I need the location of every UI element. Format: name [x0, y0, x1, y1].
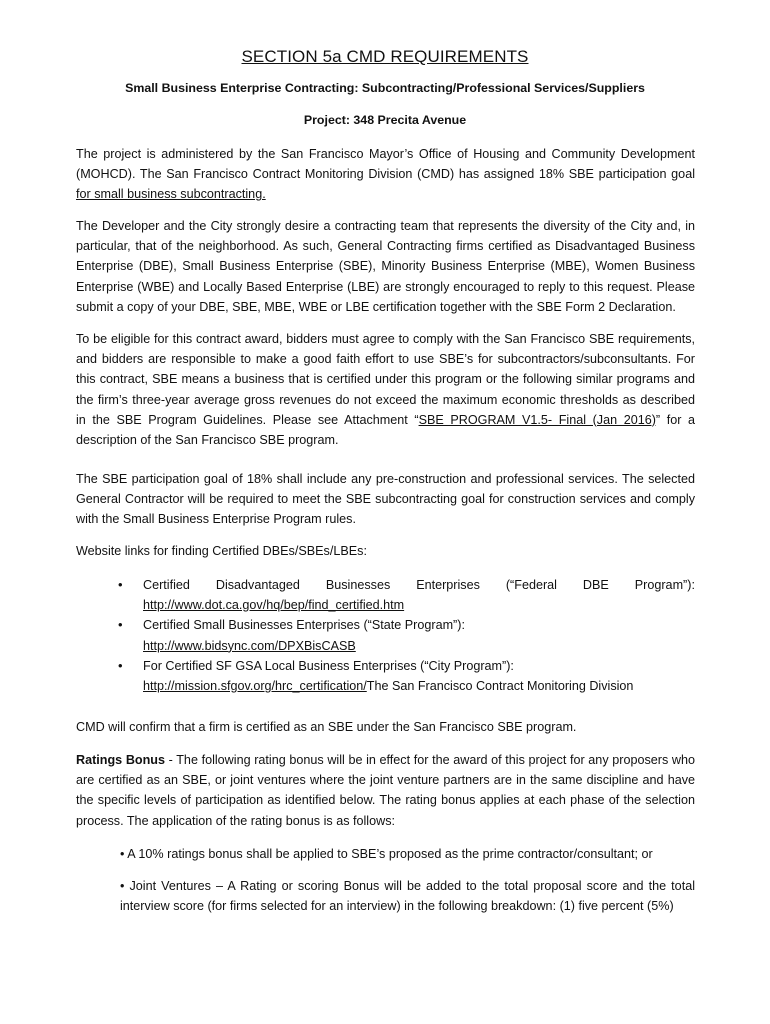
- paragraph-text: The Developer and the City strongly desire a contracting team that represents the diversity of the City and, in particular, that of the neighborhood. As such, General Contracting firms certified as Disadvantaged Business Enterprise (DBE), Small Business Enterprise (SBE), Minority Business Enterprise (MBE), Women Business Enterprise (WBE) and Locally Based Enterprise (LBE) are strongly encouraged to reply to this request. Please submit a copy of your DBE, SBE, MBE, WBE or LBE certification together with the SBE Form 2 Declaration.: [76, 219, 695, 314]
- ratings-bonus-label: Ratings Bonus: [76, 753, 165, 767]
- state-program-link[interactable]: http://www.bidsync.com/DPXBisCASB: [143, 638, 356, 653]
- cmd-confirm-paragraph: [76, 717, 695, 737]
- federal-dbe-link[interactable]: http://www.dot.ca.gov/hq/bep/find_certified.htm: [143, 598, 405, 613]
- paragraph-text: - The following rating bonus will be in effect for the award of this project for any proposers who are certified as an SBE, or joint ventures where the joint venture partners are in the same discipline and have the specific levels of participation as identified below. The rating bonus applies at each phase of the selection process. The application of the rating bonus is as follows:: [76, 753, 695, 828]
- paragraph-text: CMD will confirm that a firm is certified as an SBE under the San Francisco SBE program.: [76, 720, 577, 734]
- list-item: [76, 656, 695, 696]
- list-item: [76, 575, 695, 615]
- bonus-item-prime: • A 10% ratings bonus shall be applied to SBE’s proposed as the prime contractor/consultant; or: [120, 847, 653, 861]
- subtitle: Small Business Enterprise Contracting: Subcontracting/Professional Services/Suppliers: [125, 81, 645, 95]
- attachment-reference: SBE PROGRAM V1.5- Final (Jan 2016): [418, 412, 656, 427]
- paragraph-administration: [76, 144, 695, 205]
- state-program-label: • Certified Small Businesses Enterprises (“State Program”):: [143, 618, 465, 633]
- paragraph-text: To be eligible for this contract award, bidders must agree to comply with the San Francisco SBE requirements, and bidders are responsible to make a good faith effort to use SBE’s for subcontractors/subconsultants. For this contract, SBE means a business that is certified under this program or the following similar programs and the firm’s three-year average gross revenues do not exceed the maximum economic thresholds as described in the SBE Program Guidelines. Please see Attachment “: [76, 332, 695, 427]
- ratings-bonus-paragraph: [76, 750, 695, 831]
- paragraph-diversity: [76, 216, 695, 317]
- paragraph-text: ” for a description of the San Francisco SBE program.: [76, 412, 695, 448]
- paragraph-text: Website links for finding Certified DBEs/SBEs/LBEs:: [76, 544, 367, 558]
- project-name: Project: 348 Precita Avenue: [303, 113, 467, 127]
- paragraph-text: The SBE participation goal of 18% shall include any pre-construction and professional services. The selected General Contractor will be required to meet the SBE subcontracting goal for construction services and comply with the Small Business Enterprise Program rules.: [76, 472, 695, 527]
- city-program-label: • For Certified SF GSA Local Business Enterprises (“City Program”):: [143, 658, 514, 673]
- page-title: SECTION 5a CMD REQUIREMENTS: [241, 47, 529, 66]
- links-intro: [76, 541, 695, 561]
- certification-links-list: [76, 575, 695, 696]
- bonus-item-joint-ventures: • Joint Ventures – A Rating or scoring Bonus will be added to the total proposal score and the total interview score (for firms selected for an interview) in the following breakdown: (1) five percent (5%): [120, 879, 695, 914]
- underlined-text: for small business subcontracting.: [76, 187, 266, 202]
- paragraph-text: The project is administered by the San Francisco Mayor’s Office of Housing and Community Development (MOHCD). The San Francisco Contract Monitoring Division (CMD) has assigned 18% SBE participation goal: [76, 147, 695, 182]
- cmd-division-text: The San Francisco Contract Monitoring Division: [366, 679, 634, 694]
- list-item: [76, 615, 695, 655]
- paragraph-participation-goal: [76, 469, 695, 530]
- federal-dbe-label: • Certified Disadvantaged Businesses Enterprises (“Federal DBE Program”):: [143, 578, 695, 592]
- paragraph-eligibility: [76, 329, 695, 450]
- city-program-link[interactable]: http://mission.sfgov.org/hrc_certification/: [143, 679, 367, 694]
